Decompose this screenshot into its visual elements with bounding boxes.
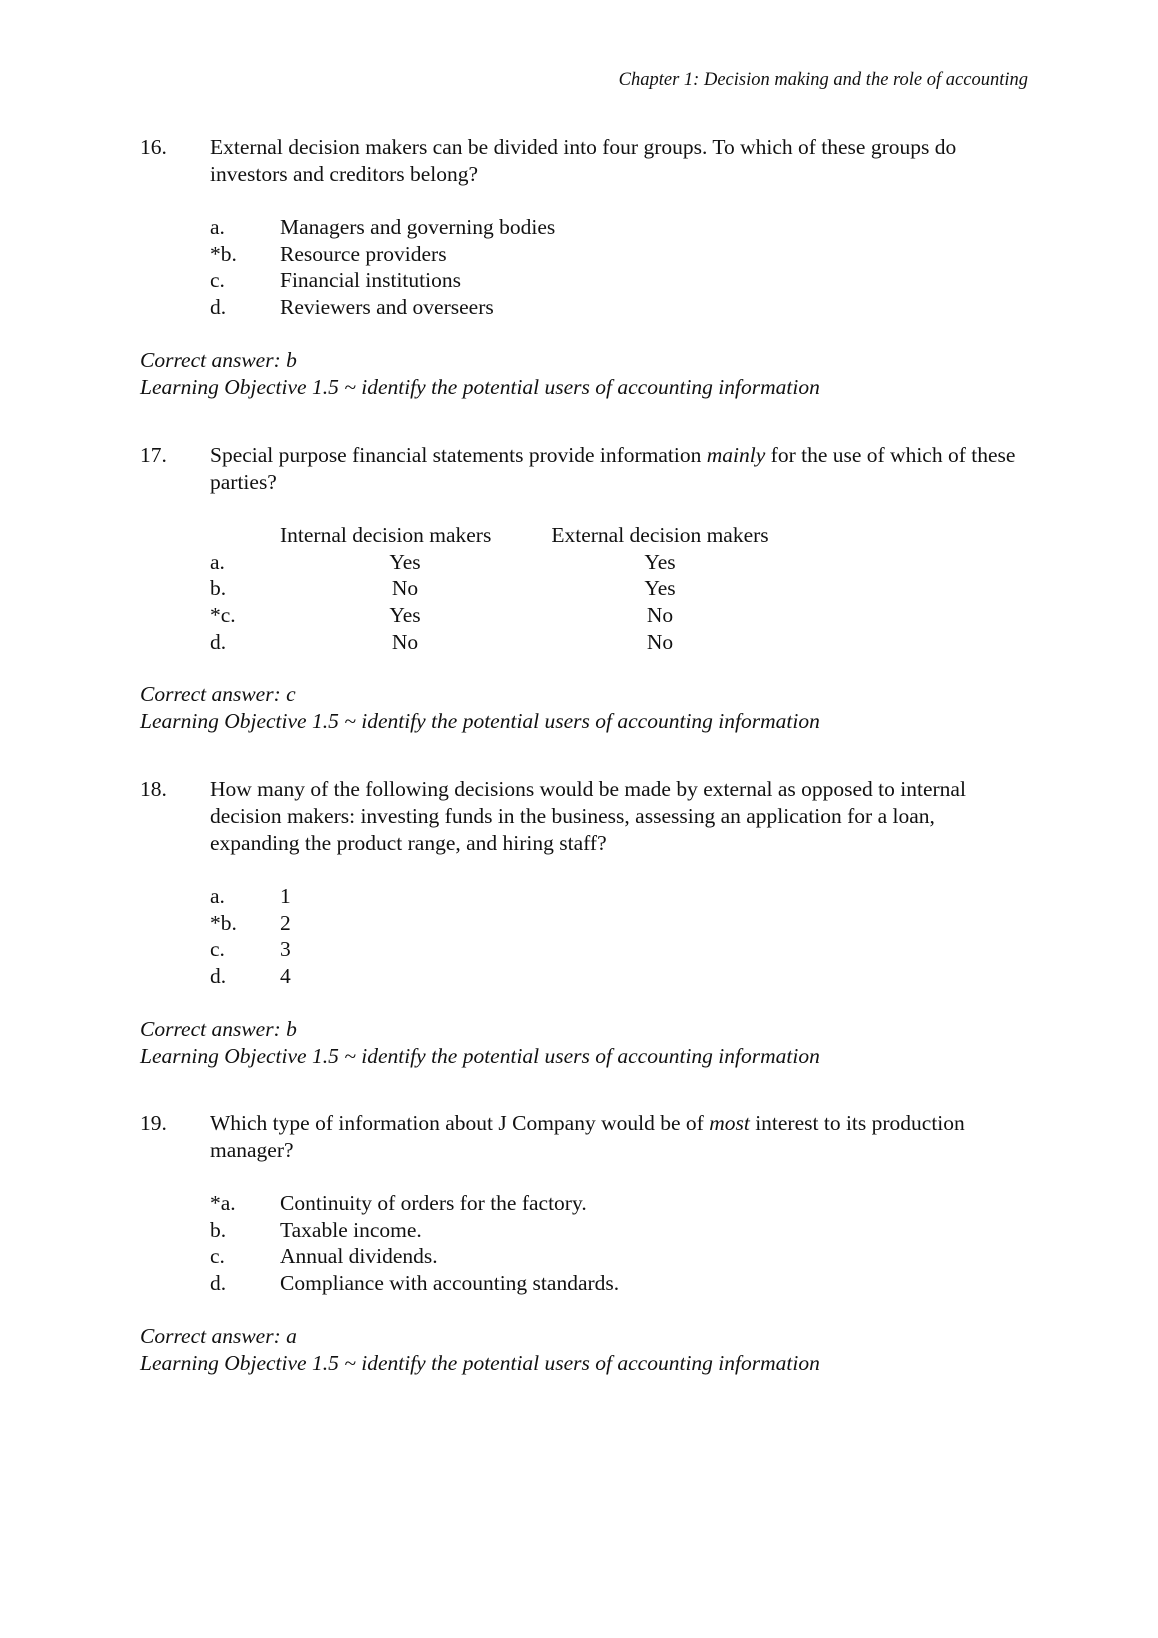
option-letter: a. xyxy=(210,884,225,908)
option xyxy=(210,1190,1020,1217)
option xyxy=(210,267,1020,294)
correct-answer: Correct answer: a xyxy=(140,1323,297,1348)
question-text xyxy=(210,442,1020,496)
option-text: Managers and governing bodies xyxy=(280,215,556,239)
question-number: 17. xyxy=(140,443,167,467)
question-text: How many of the following decisions would be made by external as opposed to internal decision makers: investing funds in the business, assessing an application for a loan, expanding the product range, and hiring staff? xyxy=(210,777,966,855)
correct-answer: Correct answer: b xyxy=(140,1016,297,1041)
table-row xyxy=(210,549,1020,576)
column-header-internal: Internal decision makers xyxy=(280,523,492,547)
option-letter: *b. xyxy=(210,910,237,935)
option xyxy=(210,963,1020,990)
column-header-external: External decision makers xyxy=(551,523,769,547)
option xyxy=(210,1243,1020,1270)
question-number: 18. xyxy=(140,777,167,801)
option-text: Resource providers xyxy=(280,241,447,266)
learning-objective: Learning Objective 1.5 ~ identify the potential users of accounting information xyxy=(140,374,820,399)
option-text: Taxable income. xyxy=(280,1217,422,1242)
cell-internal: No xyxy=(391,629,419,654)
option-letter: *a. xyxy=(210,1191,236,1215)
option xyxy=(210,1217,1020,1244)
table-row xyxy=(210,602,1020,629)
question-number: 19. xyxy=(140,1111,167,1135)
option-text: 3 xyxy=(280,937,291,962)
question-text-emphasis: mainly xyxy=(706,443,766,467)
option-letter: *b. xyxy=(210,241,237,266)
option-text: 2 xyxy=(280,910,291,935)
option xyxy=(210,241,1020,268)
option-letter: c. xyxy=(210,937,225,962)
cell-external: No xyxy=(646,603,674,628)
option-letter: c. xyxy=(210,1244,225,1269)
option-letter: d. xyxy=(210,964,227,989)
running-header: Chapter 1: Decision making and the role of accounting xyxy=(618,70,1028,90)
cell-external: Yes xyxy=(644,576,676,601)
option-text: Compliance with accounting standards. xyxy=(280,1271,620,1296)
table-row xyxy=(210,575,1020,602)
option-text: 4 xyxy=(280,964,291,989)
option xyxy=(210,936,1020,963)
option-text: Continuity of orders for the factory. xyxy=(280,1191,587,1215)
option xyxy=(210,214,1020,241)
option-text: Reviewers and overseers xyxy=(280,295,494,320)
question-19 xyxy=(140,1110,1020,1377)
table-row xyxy=(210,629,1020,656)
question-text-part: Which type of information about J Company would be of xyxy=(210,1111,710,1135)
cell-internal: Yes xyxy=(389,549,421,574)
option-letter: d. xyxy=(210,295,227,320)
option xyxy=(210,294,1020,321)
cell-external: No xyxy=(646,629,674,654)
cell-internal: Yes xyxy=(389,603,421,628)
option-letter: b. xyxy=(210,1217,227,1242)
question-text-emphasis: most xyxy=(709,1111,750,1135)
option xyxy=(210,910,1020,937)
option-letter: d. xyxy=(210,629,227,654)
option-letter: a. xyxy=(210,215,225,239)
option-letter: a. xyxy=(210,549,225,574)
question-18 xyxy=(140,776,1020,1070)
option-letter: *c. xyxy=(210,603,236,628)
options-list xyxy=(210,883,1020,990)
learning-objective: Learning Objective 1.5 ~ identify the potential users of accounting information xyxy=(140,1350,820,1375)
option xyxy=(210,1270,1020,1297)
correct-answer: Correct answer: b xyxy=(140,347,297,372)
question-text-part: for the use of which of these parties? xyxy=(210,443,1016,494)
question-text xyxy=(210,1110,1020,1164)
learning-objective: Learning Objective 1.5 ~ identify the potential users of accounting information xyxy=(140,1043,820,1068)
question-text: External decision makers can be divided into four groups. To which of these groups do investors and creditors belong? xyxy=(210,135,957,186)
question-number: 16. xyxy=(140,135,167,159)
options-list xyxy=(210,214,1020,321)
option-text: Financial institutions xyxy=(280,268,461,293)
correct-answer: Correct answer: c xyxy=(140,682,296,707)
question-16 xyxy=(140,134,1020,401)
option xyxy=(210,883,1020,910)
option-letter: b. xyxy=(210,576,227,601)
option-letter: c. xyxy=(210,268,225,293)
option-letter: d. xyxy=(210,1271,227,1296)
answer-table xyxy=(210,522,1020,655)
table-header-row xyxy=(210,522,1020,549)
cell-internal: No xyxy=(391,576,419,601)
question-text-part: Special purpose financial statements provide information xyxy=(210,443,707,467)
option-text: Annual dividends. xyxy=(280,1244,438,1269)
option-text: 1 xyxy=(280,884,291,908)
learning-objective: Learning Objective 1.5 ~ identify the potential users of accounting information xyxy=(140,709,820,734)
cell-external: Yes xyxy=(644,549,676,574)
question-17 xyxy=(140,442,1020,735)
options-list xyxy=(210,1190,1020,1297)
question-text-part: interest to its production manager? xyxy=(210,1111,965,1162)
